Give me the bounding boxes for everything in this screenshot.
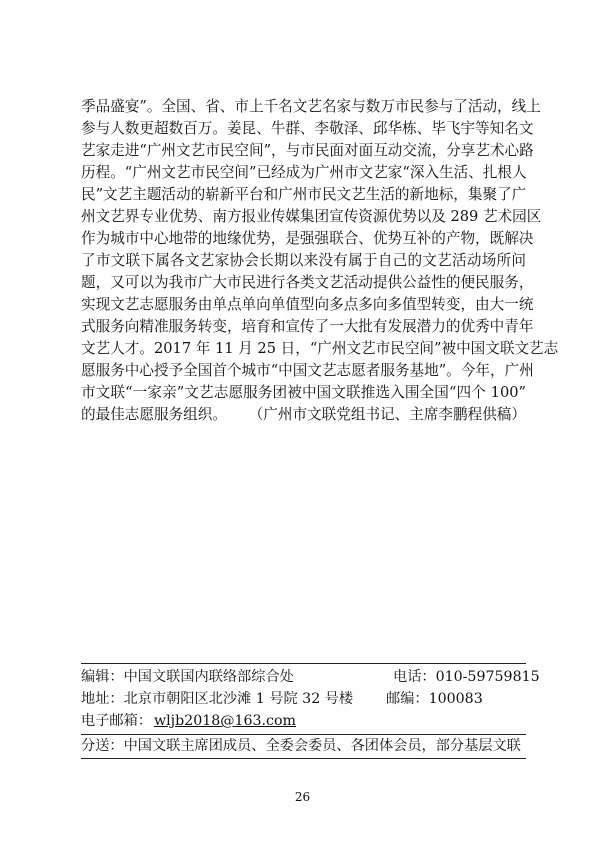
footer-email-link[interactable]: wljb2018@163.com: [154, 713, 296, 729]
article-line: 愿服务中心授予全国首个城市“中国文艺志愿者服务基地”。今年，广州: [81, 362, 534, 379]
article-line: 州文艺界专业优势、南方报业传媒集团宣传资源优势以及 289 艺术园区: [81, 208, 542, 225]
footer-top-rule: [81, 663, 526, 664]
footer-editor: 编辑：中国文联国内联络部综合处: [81, 669, 294, 685]
footer-row-email: [81, 710, 526, 732]
article-line: 季品盛宴”。全国、省、市上千名文艺名家与数万市民参与了活动，线上: [81, 98, 541, 115]
footer-phone: 电话：010-59759815: [393, 669, 540, 685]
article-closing-text: 的最佳志愿服务组织。: [81, 406, 227, 423]
article-line: 参与人数更超数百万。姜昆、牛群、李敬泽、邱华栋、毕飞宇等知名文: [81, 120, 534, 137]
footer-row-address: [81, 688, 526, 710]
footer-bottom-rule: [81, 758, 526, 759]
footer-row-editor: [81, 666, 540, 688]
article-line: 文艺人才。2017 年 11 月 25 日，“广州文艺市民空间”被中国文联文艺志: [81, 340, 559, 357]
article-line: 历程。“广州文艺市民空间”已经成为广州市文艺家“深入生活、扎根人: [81, 164, 527, 181]
article-line: 了市文联下属各文艺家协会长期以来没有属于自己的文艺活动场所问: [81, 252, 526, 269]
page-number: 26: [294, 790, 311, 804]
article-line: 艺家走进“广州文艺市民空间”，与市民面对面互动交流，分享艺术心路: [81, 142, 534, 159]
article-line: 式服务向精准服务转变，培育和宣传了一大批有发展潜力的优秀中青年: [81, 318, 534, 335]
article-line: 实现文艺志愿服务由单点单向单值型向多点多向多值型转变，由大一统: [81, 296, 534, 313]
article-line: 作为城市中心地带的地缘优势，是强强联合、优势互补的产物，既解决: [81, 230, 534, 247]
footer-email-label: 电子邮箱：: [81, 713, 152, 729]
article-line: 题，又可以为我市广大市民进行各类文艺活动提供公益性的便民服务，: [81, 274, 534, 291]
footer-address: 地址：北京市朝阳区北沙滩 1 号院 32 号楼: [81, 691, 354, 707]
footer-postcode: 邮编：100083: [386, 691, 483, 707]
footer-row-distribution: [81, 735, 526, 757]
footer-distribution: 分送：中国文联主席团成员、全委会委员、各团体会员，部分基层文联: [81, 738, 521, 754]
article-credit: （广州市文联党组书记、主席李鹏程供稿）: [248, 406, 526, 423]
article-line: 民”文艺主题活动的崭新平台和广州市民文艺生活的新地标，集聚了广: [81, 186, 527, 203]
article-last-line: [81, 404, 526, 426]
article-line: 市文联“一家亲”文艺志愿服务团被中国文联推选入围全国“四个 100”: [81, 384, 526, 401]
